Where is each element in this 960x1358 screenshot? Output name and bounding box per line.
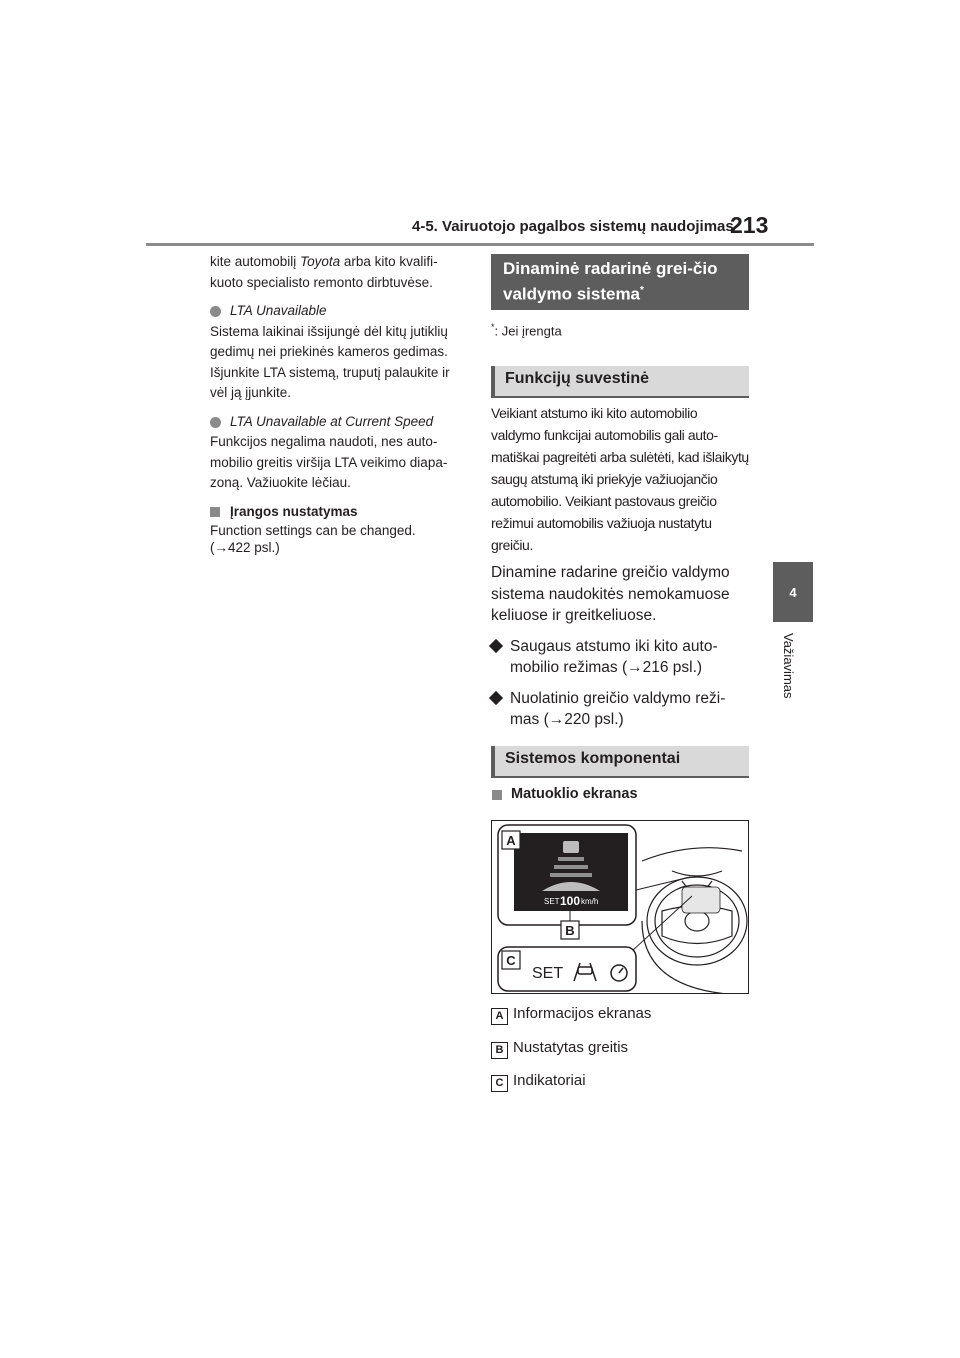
left-column: [210, 252, 468, 556]
page-reference-link[interactable]: (→422 psl.): [210, 540, 280, 555]
footnote: [491, 322, 562, 338]
legend-tag: B: [491, 1042, 508, 1059]
components-heading: Sistemos komponentai: [491, 746, 749, 778]
legend-item: [491, 1005, 651, 1025]
set-small-text: SET: [544, 897, 560, 906]
settings-text: [210, 522, 468, 556]
square-bullet-icon: [492, 790, 502, 800]
mode-item: [491, 636, 749, 679]
settings-heading: [210, 502, 468, 523]
diamond-bullet-icon: [489, 690, 503, 704]
bullet-title: LTA Unavailable at Current Speed: [230, 413, 434, 429]
bullet-dot-icon: [210, 306, 221, 317]
set-speed-unit: km/h: [581, 897, 599, 906]
footnote-text: : Jei įrengta: [494, 323, 562, 339]
intro-text: kite automobilį: [210, 254, 297, 269]
footnote-star: *: [491, 322, 495, 332]
legend-item: [491, 1039, 628, 1059]
summary-text: Veikiant atstumo iki kito automobilio valdymo funkcijai automobilis gali auto-matiškai pagreitėti arba sulėtėti, kad išlaikytų saugų atstumą iki priekyje važiuojančio automobilio. Veikiant pastovaus greičio režimui automobilis važiuoja nustatytu greičiu.: [491, 405, 749, 553]
summary-heading: Funkcijų suvestinė: [491, 366, 749, 398]
mode-text: Saugaus atstumo iki kito auto-mobilio režimas (→216 psl.): [510, 637, 718, 676]
bullet-text: Sistema laikinai išsijungė dėl kitų jutiklių gedimų nei priekinės kameros gedimas. Išjunkite LTA sistemą, truputį palaukite ir vėl ją įjunkite.: [210, 323, 450, 400]
intro-rest: arba kito kvalifi-kuoto specialisto remonto dirbtuvėse.: [210, 254, 438, 290]
section-banner: [491, 254, 749, 310]
bullet-item-lta-unavailable: [210, 301, 468, 322]
usage-block: [491, 562, 749, 731]
legend-tag: C: [491, 1075, 508, 1092]
mode-item: [491, 688, 749, 731]
gauge-heading: [491, 786, 638, 802]
bullet-text: Funkcijos negalima naudoti, nes auto-mobilio greitis viršija LTA veikimo diapa-zoną. Važiuokite lėčiau.: [210, 434, 448, 490]
chapter-label: Važiavimas: [781, 633, 796, 699]
bullet-title: LTA Unavailable: [230, 303, 327, 318]
set-indicator-text: SET: [532, 965, 564, 982]
banner-title: Dinaminė radarinė grei-čio valdymo sistema: [503, 259, 718, 304]
brand-name: Toyota: [300, 254, 341, 269]
chapter-tab: [773, 562, 813, 622]
chapter-number: 4: [789, 584, 797, 600]
usage-text: Dinamine radarine greičio valdymo sistema naudokitės nemokamuose keliuose ir greitkeliuose.: [491, 564, 730, 624]
intro-paragraph: [210, 252, 468, 293]
legend-text: Informacijos ekranas: [513, 1005, 652, 1022]
diamond-bullet-icon: [489, 638, 503, 652]
bullet-item-lta-current-speed: [210, 412, 468, 433]
page-number: 213: [730, 212, 769, 238]
legend-item: [491, 1072, 586, 1092]
banner-star: *: [640, 285, 644, 296]
steering-wheel-icon: [642, 848, 747, 994]
settings-heading-text: Įrangos nustatymas: [230, 503, 358, 519]
instrument-illustration: [492, 821, 749, 994]
callout-label-c: C: [506, 953, 516, 968]
legend-text: Nustatytas greitis: [513, 1039, 629, 1056]
legend-tag: A: [491, 1008, 508, 1025]
gauge-heading-text: Matuoklio ekranas: [511, 786, 638, 802]
legend-text: Indikatoriai: [513, 1072, 586, 1089]
settings-sentence: Function settings can be changed.: [210, 523, 416, 538]
section-title: 4-5. Vairuotojo pagalbos sistemų naudojimas: [412, 218, 734, 235]
callout-label-b: B: [565, 923, 575, 938]
square-bullet-icon: [210, 507, 220, 517]
mode-text: Nuolatinio greičio valdymo reži-mas (→220 psl.): [510, 689, 726, 728]
gauge-figure: [491, 820, 749, 994]
header-rule: [146, 243, 814, 246]
bullet-dot-icon: [210, 417, 221, 428]
leader-line-a: [632, 877, 690, 891]
set-speed-value: 100: [560, 894, 581, 908]
callout-label-a: A: [506, 833, 516, 848]
